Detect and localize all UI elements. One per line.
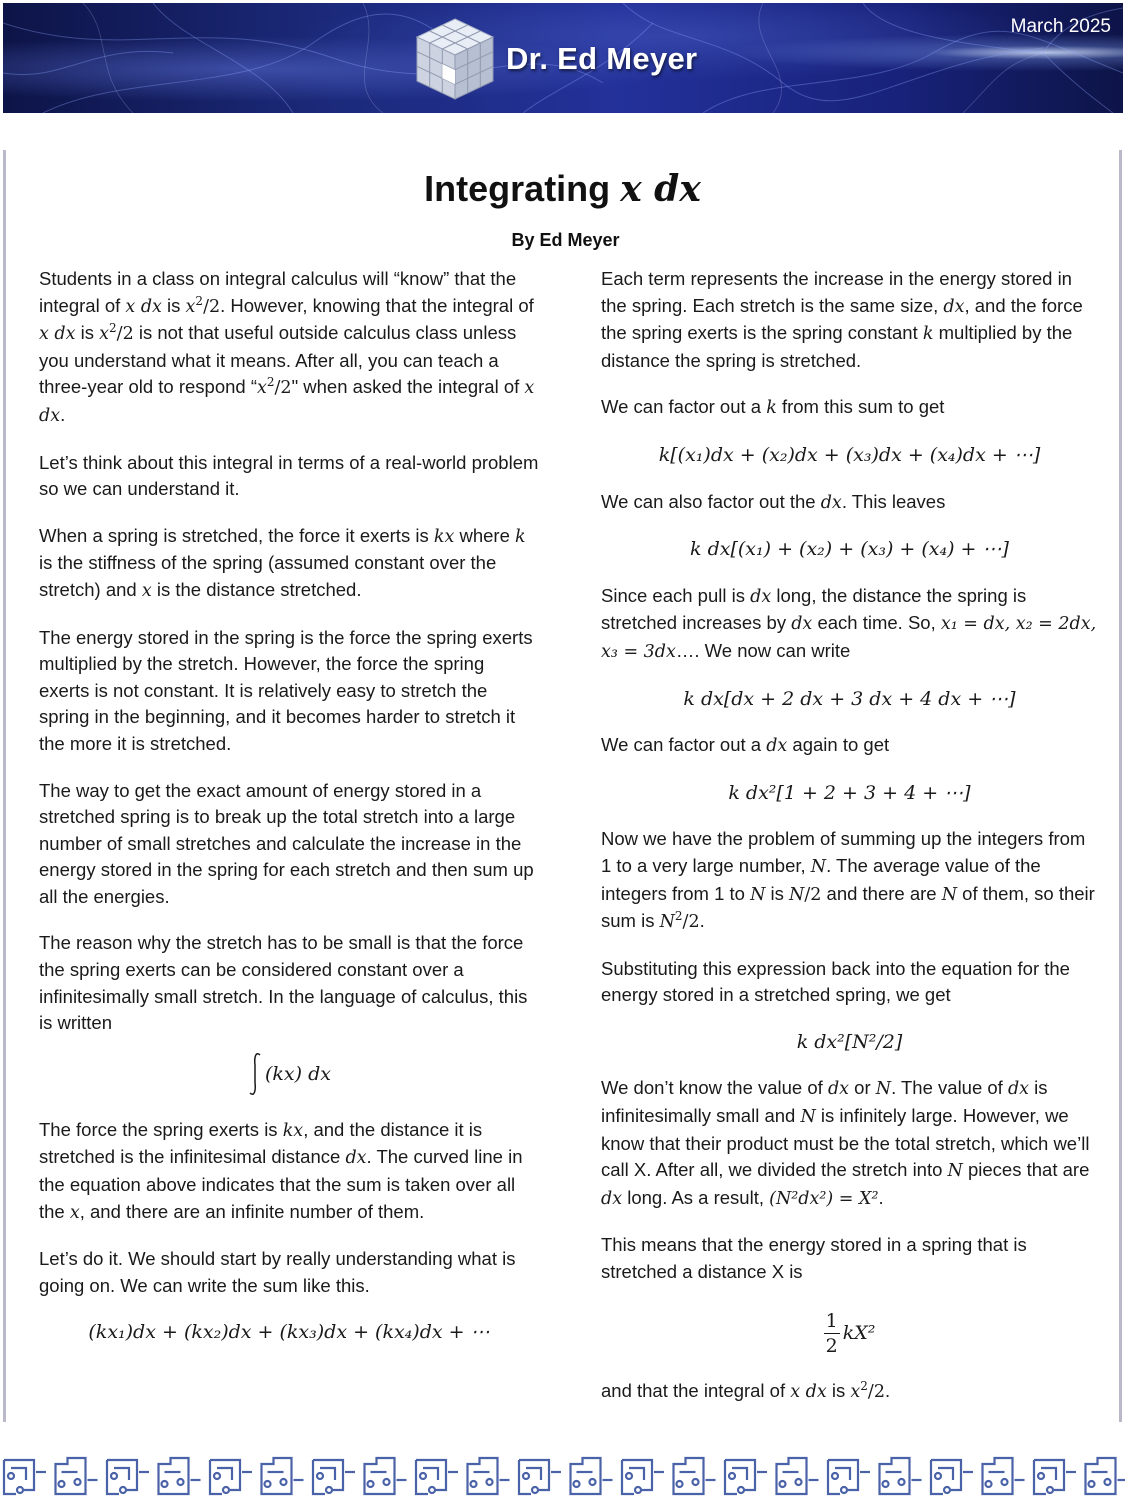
fraction: $\frac{1}{2}$	[825, 1310, 838, 1358]
paragraph: Substituting this expression back into the equation for the energy stored in a stretched spring, we get	[601, 957, 1070, 1006]
paragraph: When a spring is stretched, the force it exerts is kx where k is the stiffness of the spring (assumed constant over the stretch) and x is the distance stretched.	[39, 524, 526, 601]
paragraph: Students in a class on integral calculus will “know” that the integral of x dx is $x^2/2$. However, knowing that the integral of x dx is $x^2/2$ is not that useful outside calculus class unless you understand what it means. After all, you can teach a three-year old to respond “$x^2/2$" when asked the integral of x dx.	[39, 268, 535, 426]
equation-factor-k: k[(x₁)dx + (x₂)dx + (x₃)dx + (x₄)dx + ⋯]	[658, 443, 1041, 466]
issue-date: March 2025	[1010, 16, 1111, 37]
circuit-motif	[725, 1460, 767, 1494]
brand-name: Dr. Ed Meyer	[506, 41, 698, 76]
circuit-motif	[416, 1460, 458, 1494]
circuit-motif	[519, 1460, 561, 1494]
paragraph: The reason why the stretch has to be small is that the force the spring exerts can be considered constant over a infinitesimally small stretch. In the language of calculus, this is written	[39, 932, 528, 1034]
circuit-motif	[777, 1458, 819, 1494]
circuit-motif	[210, 1460, 252, 1494]
paragraph: The way to get the exact amount of energy stored in a stretched spring is to break up the total stretch into a large number of small stretches and calculate the increase in the energy stored in the spring for each stretch and then sum up all the energies.	[39, 779, 534, 907]
paragraph: Let’s do it. We should start by really understanding what is going on. We can write the sum like this.	[39, 1248, 516, 1296]
paragraph: The force the spring exerts is kx, and the distance it is stretched is the infinitesimal distance dx. The curved line in the equation above indicates that the sum is taken over all the x, and there are an infinite number of them.	[39, 1118, 523, 1223]
right-column	[601, 266, 1098, 1425]
circuit-motif	[313, 1460, 355, 1494]
paragraph: and that the integral of x dx is $x^2/2$.	[601, 1378, 891, 1402]
equation-integers: k dx²[1 + 2 + 3 + 4 + ⋯]	[728, 781, 971, 804]
equation-sum: (kx₁)dx + (kx₂)dx + (kx₃)dx + (kx₄)dx + ⋯	[88, 1321, 490, 1344]
circuit-motif	[622, 1460, 664, 1494]
header-banner	[3, 3, 1123, 113]
circuit-motif	[4, 1460, 46, 1494]
circuit-motif	[931, 1460, 973, 1494]
equation-integral: (kx) dx	[39, 1051, 539, 1097]
paragraph: We can factor out a k from this sum to get	[601, 396, 945, 419]
paragraph: We can factor out a dx again to get	[601, 734, 890, 757]
circuit-motif	[468, 1458, 510, 1494]
paragraph: The energy stored in the spring is the force the spring exerts multiplied by the stretch. However, the force the spring exerts is not constant. It is relatively easy to stretch the spring in the beginning, and it becomes harder to stretch it the more it is stretched.	[39, 626, 533, 754]
title-math: x dx	[620, 168, 701, 210]
article-title	[0, 168, 1125, 210]
paragraph: Let’s think about this integral in terms of a real-world problem so we can understand it.	[39, 451, 539, 500]
circuit-motif	[365, 1458, 407, 1494]
equation-factor-dx: k dx[(x₁) + (x₂) + (x₃) + (x₄) + ⋯]	[690, 538, 1009, 561]
equation-substituted: k dx[dx + 2 dx + 3 dx + 4 dx + ⋯]	[683, 687, 1016, 710]
equation-energy-result: $\frac{1}{2}$ kX²	[825, 1310, 876, 1358]
paragraph: Since each pull is dx long, the distance the spring is stretched increases by dx each time. So, x₁ = dx, x₂ = 2dx, x₃ = 3dx…. We now can write	[601, 584, 1097, 662]
circuit-motif	[983, 1458, 1025, 1494]
circuit-motif	[159, 1458, 201, 1494]
left-margin-rule	[3, 150, 6, 1422]
paragraph: We don’t know the value of dx or N. The value of dx is infinitesimally small and N is infinitely large. However, we know that their product must be the total stretch, which we’ll call X. After all, we divided the stretch into N pieces that are dx long. As a result, (N²dx²) = X².	[601, 1077, 1090, 1209]
left-column	[39, 266, 539, 1366]
paragraph: We can also factor out the dx. This leaves	[601, 490, 946, 513]
circuit-motif	[1034, 1460, 1076, 1494]
paragraph: Now we have the problem of summing up the integers from 1 to a very large number, N. The average value of the integers from 1 to N is N/2 and there are N of them, so their sum is $N^2/2$.	[601, 828, 1095, 933]
circuit-pattern-icon	[0, 1446, 1125, 1502]
circuit-motif	[880, 1458, 922, 1494]
paragraph: Each term represents the increase in the energy stored in the spring. Each stretch is the same size, dx, and the force the spring exerts is the spring constant k multiplied by the distance the spring is stretched.	[601, 268, 1083, 371]
integral-sign-icon	[247, 1051, 263, 1097]
circuit-motif	[56, 1458, 98, 1494]
circuit-motif	[571, 1458, 613, 1494]
paragraph: This means that the energy stored in a spring that is stretched a distance X is	[601, 1234, 1027, 1283]
logo-cube-icon	[415, 17, 495, 101]
circuit-motif	[828, 1460, 870, 1494]
byline: By Ed Meyer	[511, 230, 620, 250]
circuit-motif	[262, 1458, 304, 1494]
circuit-motif	[107, 1460, 149, 1494]
title-text: Integrating	[424, 168, 611, 209]
circuit-motif	[1086, 1458, 1125, 1494]
circuit-motif	[674, 1458, 716, 1494]
right-margin-rule	[1119, 150, 1122, 1422]
equation-energy-N: k dx²[N²/2]	[796, 1030, 903, 1053]
